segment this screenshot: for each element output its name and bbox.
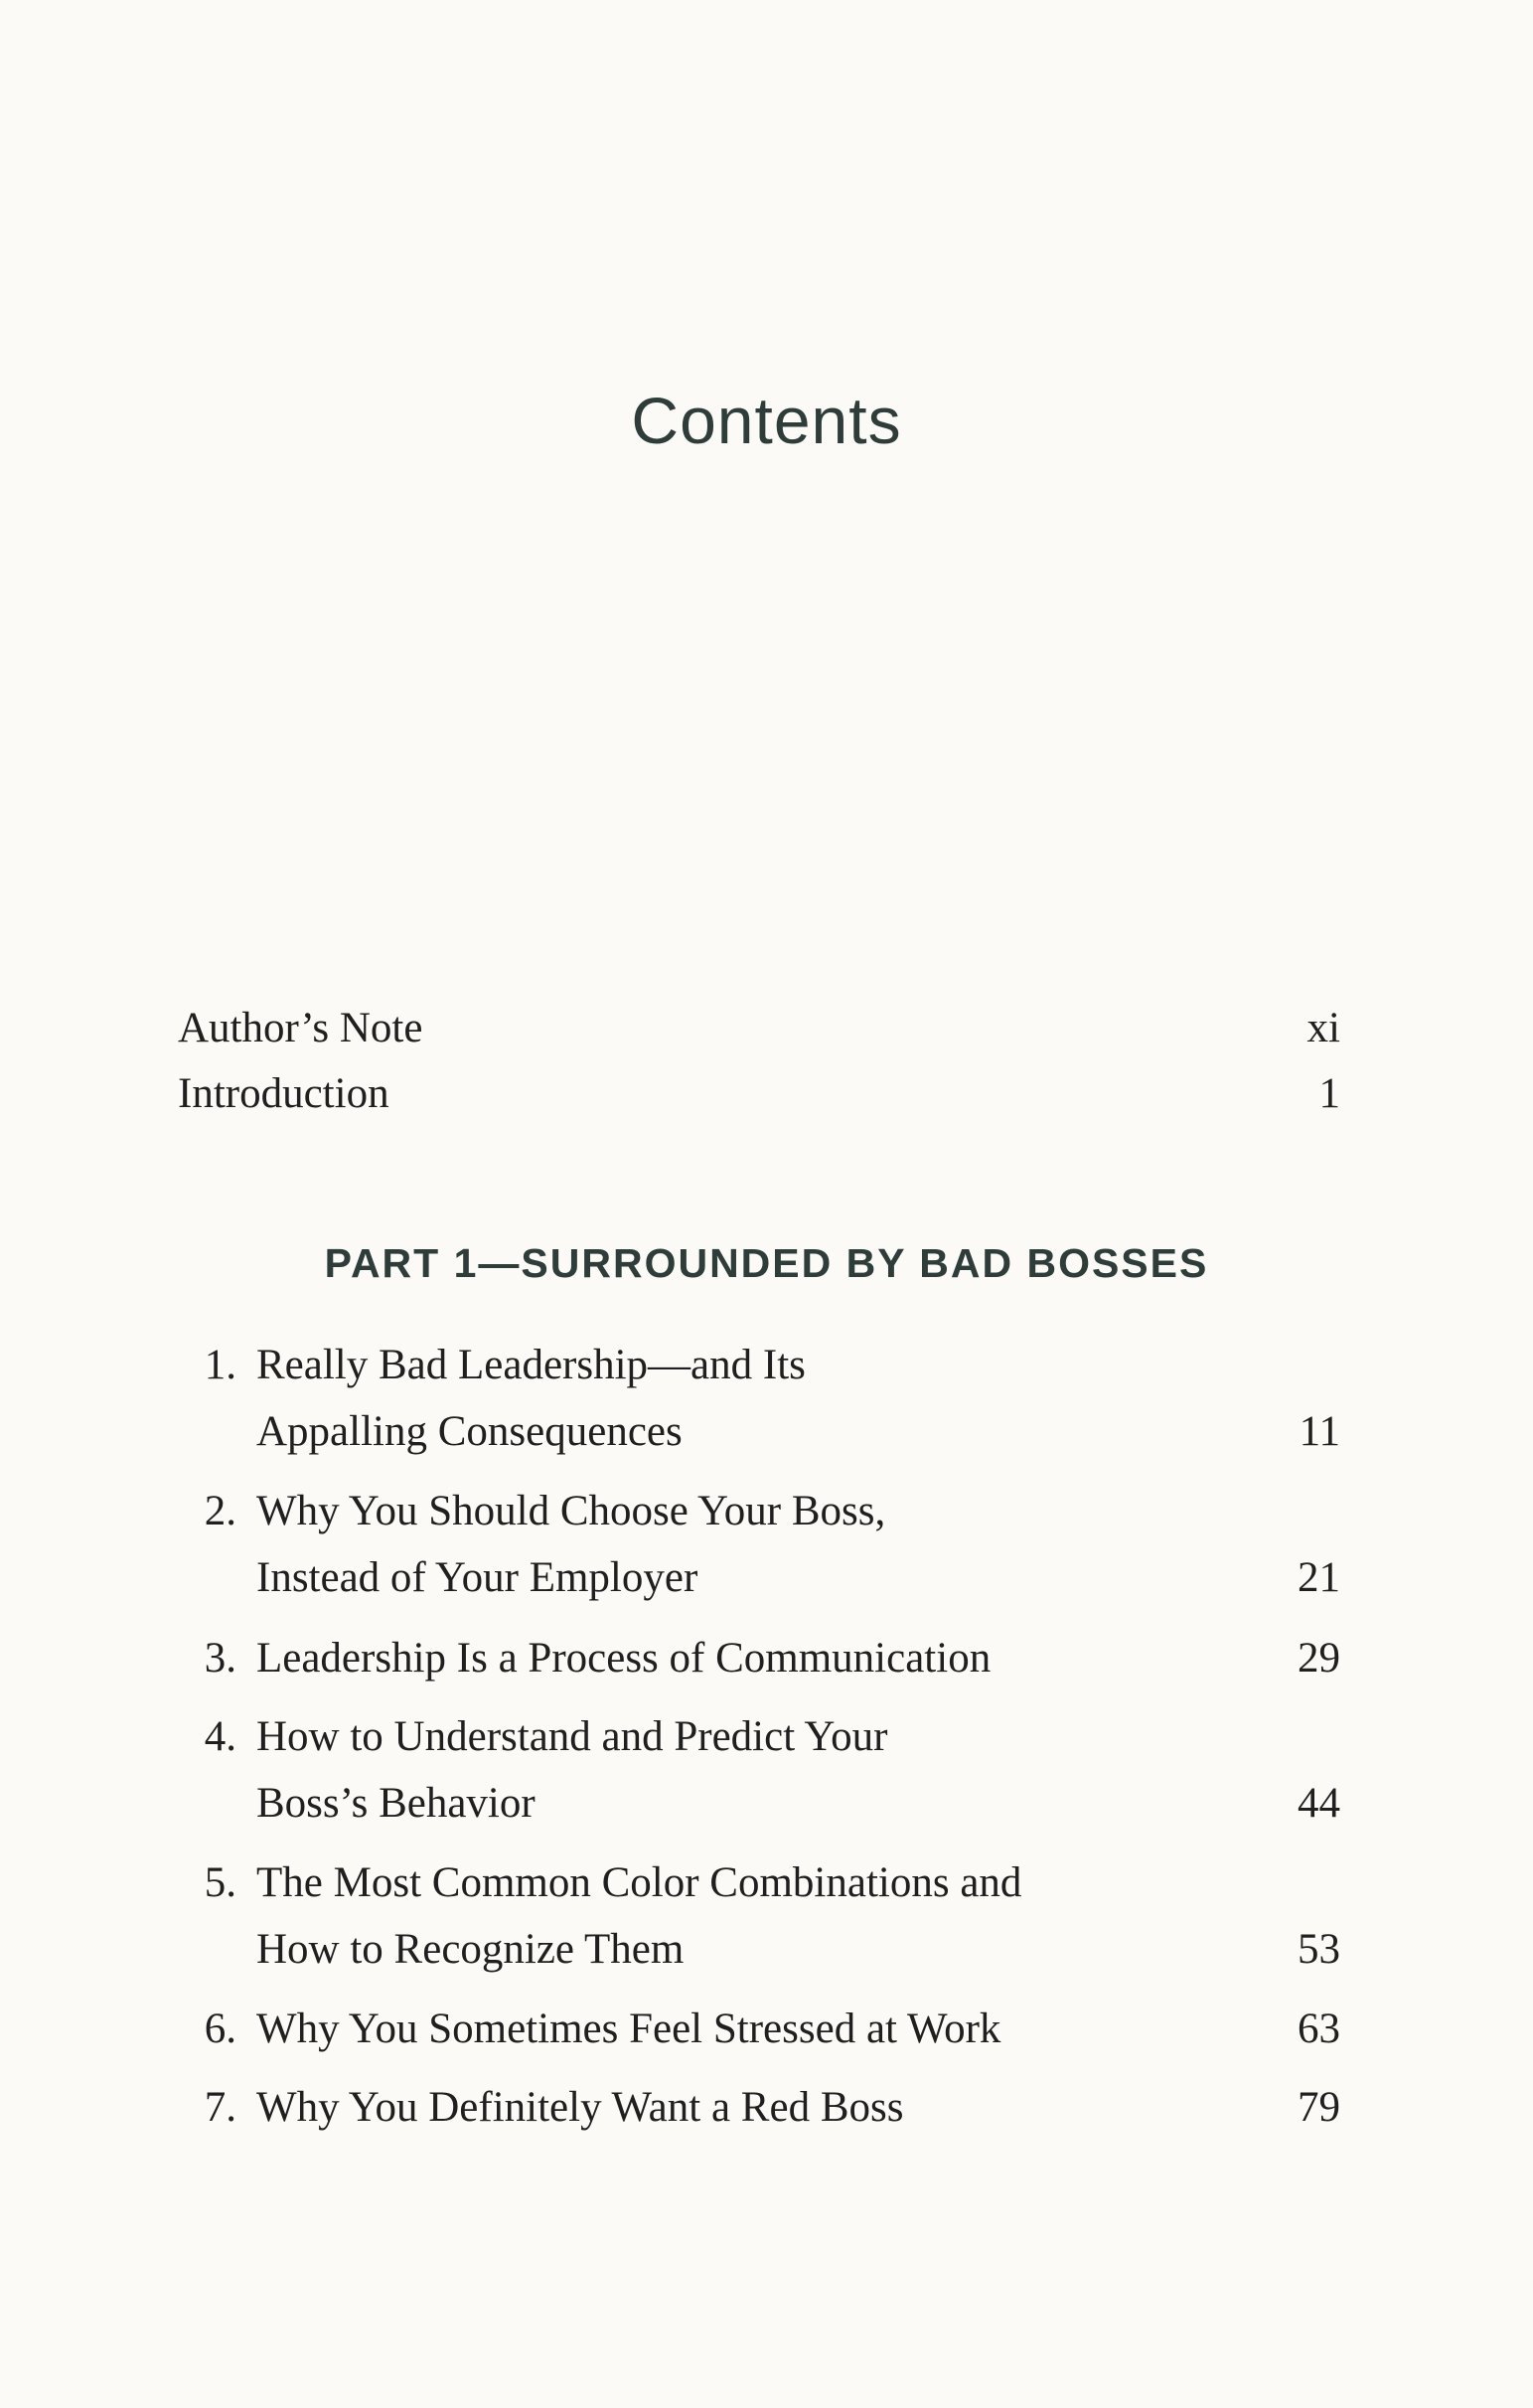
toc-chapter-4[interactable] [189, 1703, 1340, 1837]
toc-entry-label: Author’s Note [178, 1005, 423, 1051]
chapter-number: 3. [204, 1635, 236, 1682]
chapter-title: Why You Sometimes Feel Stressed at Work [256, 2006, 1001, 2052]
toc-chapter-2[interactable] [189, 1478, 1340, 1611]
toc-entry-authors-note[interactable] [178, 1004, 1340, 1063]
page-title: Contents [631, 384, 902, 457]
chapter-page: 53 [1298, 1926, 1340, 1973]
chapter-title: The Most Common Color Combinations and How to Recognize Them [256, 1859, 1022, 1973]
chapter-number: 7. [204, 2084, 236, 2131]
toc-chapter-1[interactable] [189, 1332, 1340, 1465]
chapter-number: 6. [204, 2006, 236, 2052]
toc-chapter-7[interactable] [189, 2074, 1340, 2141]
chapter-page: 21 [1298, 1554, 1340, 1601]
part-heading: PART 1—SURROUNDED BY BAD BOSSES [324, 1240, 1209, 1286]
toc-entry-introduction[interactable] [178, 1069, 1340, 1129]
chapter-title: Why You Definitely Want a Red Boss [256, 2084, 904, 2131]
chapter-number: 4. [204, 1713, 236, 1760]
toc-entry-page: 1 [1318, 1070, 1340, 1117]
chapter-title: Leadership Is a Process of Communication [256, 1635, 992, 1682]
chapter-title: Really Bad Leadership—and Its Appalling Consequences [256, 1342, 806, 1455]
toc-chapter-5[interactable] [189, 1849, 1340, 1983]
chapter-title: Why You Should Choose Your Boss, Instead of Your Employer [256, 1488, 886, 1601]
chapter-page: 79 [1298, 2084, 1340, 2131]
chapter-number: 2. [204, 1488, 236, 1534]
chapter-page: 63 [1298, 2006, 1340, 2052]
chapter-number: 5. [204, 1859, 236, 1906]
toc-entry-page: xi [1306, 1005, 1340, 1051]
chapter-title: How to Understand and Predict Your Boss’s Behavior [256, 1713, 888, 1827]
chapter-page: 44 [1298, 1780, 1340, 1827]
chapter-page: 29 [1298, 1635, 1340, 1682]
chapter-number: 1. [204, 1342, 236, 1388]
chapter-page: 11 [1299, 1408, 1340, 1455]
toc-chapter-6[interactable] [189, 1996, 1340, 2062]
toc-chapter-3[interactable] [189, 1625, 1340, 1691]
toc-entry-label: Introduction [178, 1070, 389, 1117]
